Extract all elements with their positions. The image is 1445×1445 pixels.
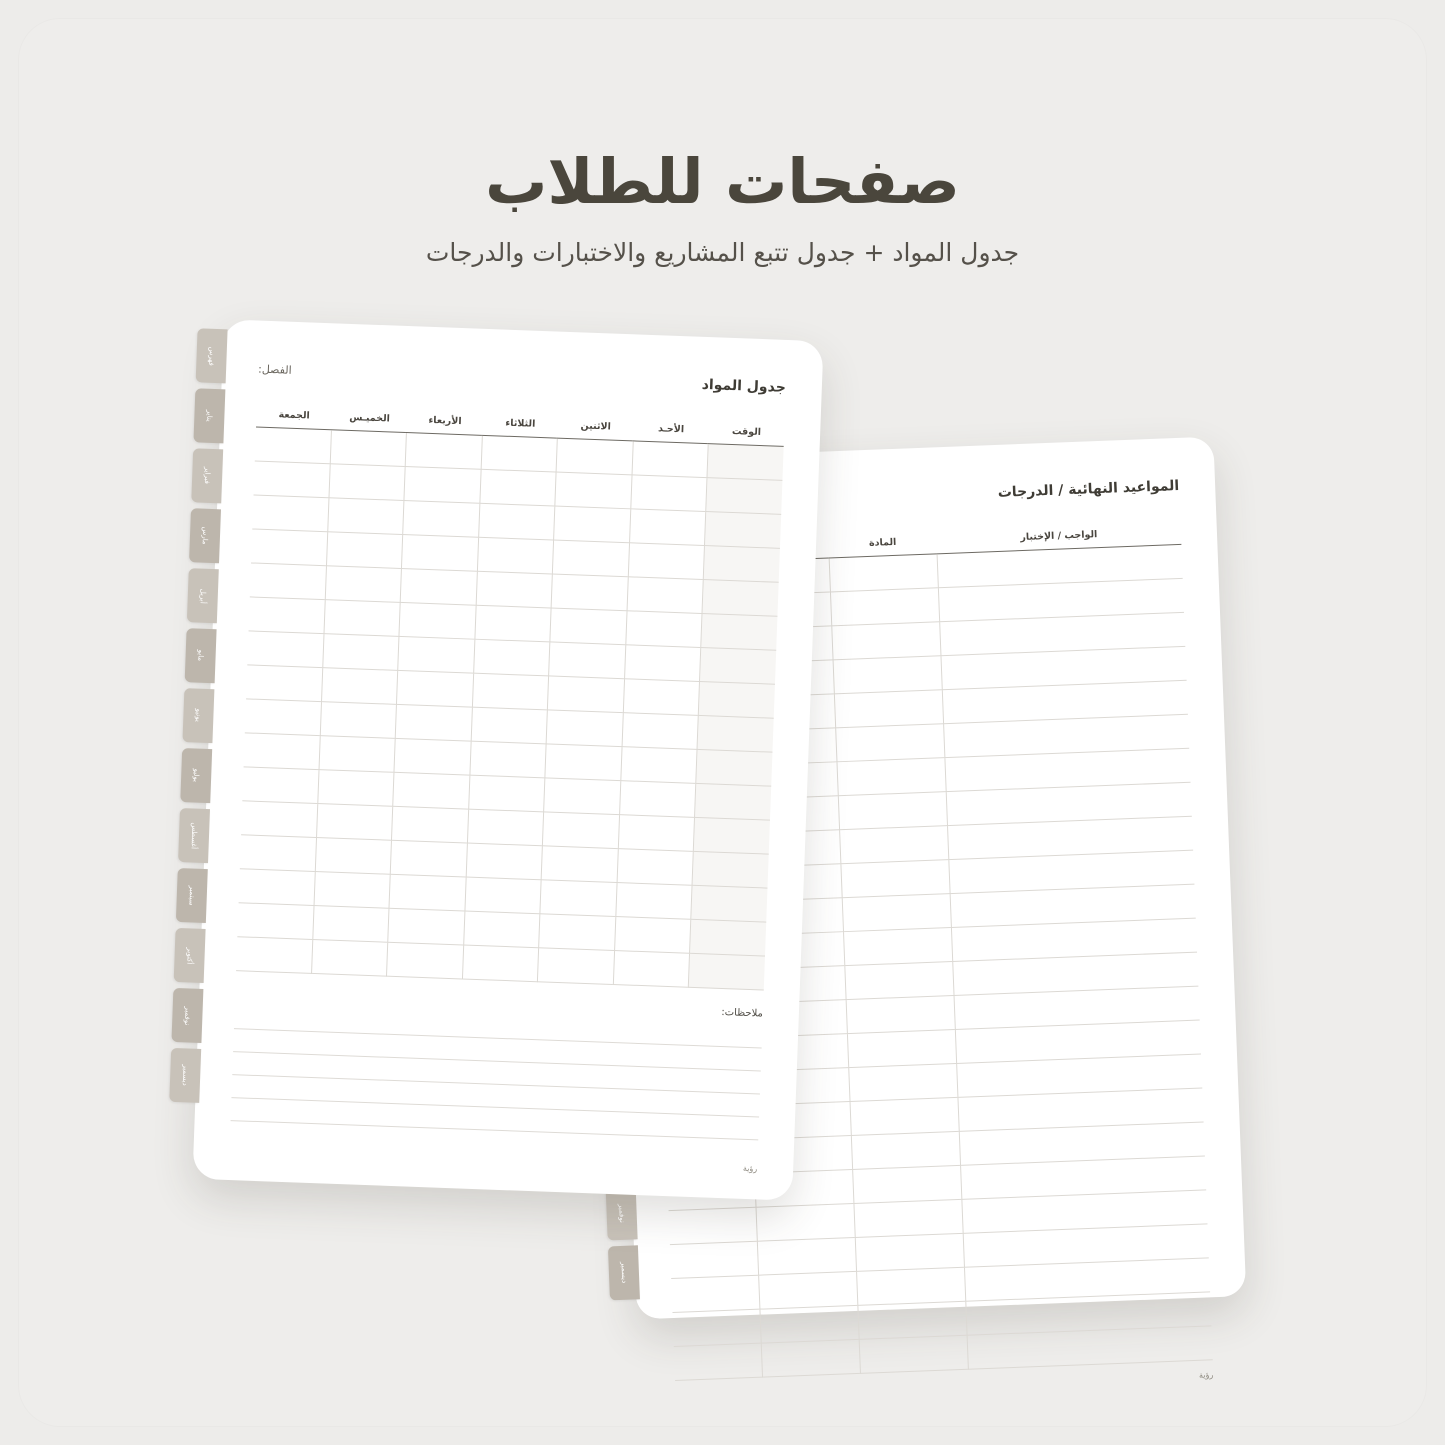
notes-label: ملاحظات: (721, 1006, 764, 1020)
schedule-cell[interactable] (246, 665, 323, 702)
schedule-cell[interactable] (398, 636, 475, 673)
schedule-cell[interactable] (466, 843, 543, 880)
schedule-cell[interactable] (321, 668, 398, 705)
tab-11[interactable]: نوفمبر (171, 988, 203, 1043)
schedule-cell[interactable] (693, 817, 770, 854)
schedule-cell[interactable] (394, 738, 471, 775)
schedule-cell[interactable] (630, 475, 707, 512)
grades-cell[interactable] (842, 894, 952, 932)
schedule-cell[interactable] (475, 605, 552, 642)
schedule-cell[interactable] (623, 679, 700, 716)
schedule-cell[interactable] (702, 580, 779, 617)
schedule-cell[interactable] (329, 464, 406, 501)
page-title: صفحات للطلاب (485, 145, 960, 218)
grades-cell[interactable] (829, 554, 939, 592)
schedule-cell[interactable] (312, 939, 389, 976)
schedule-cell[interactable] (692, 851, 769, 888)
schedule-cell[interactable] (328, 498, 405, 535)
schedule-cell[interactable] (541, 846, 618, 883)
schedule-cell[interactable] (476, 571, 553, 608)
schedule-cell[interactable] (480, 469, 557, 506)
poster-header (0, 145, 1445, 268)
schedule-page-header (258, 361, 786, 396)
schedule-cell[interactable] (316, 804, 393, 841)
schedule-cell[interactable] (472, 673, 549, 710)
tab-5[interactable]: مايو (185, 628, 217, 683)
schedule-cell[interactable] (550, 608, 627, 645)
schedule-page-brand: رؤية (742, 1163, 758, 1174)
schedule-col-header: الأحـد (633, 416, 709, 443)
grades-cell[interactable] (859, 1335, 969, 1373)
schedule-cell[interactable] (468, 775, 545, 812)
schedule-cell[interactable] (624, 645, 701, 682)
schedule-cell[interactable] (627, 577, 704, 614)
schedule-cell[interactable] (617, 849, 694, 886)
schedule-cell[interactable] (240, 835, 317, 872)
schedule-cell[interactable] (697, 715, 774, 752)
schedule-cell[interactable] (632, 441, 709, 478)
grades-cell[interactable] (856, 1267, 966, 1305)
schedule-cell[interactable] (700, 647, 777, 684)
schedule-cell[interactable] (696, 749, 773, 786)
schedule-cell[interactable] (396, 704, 473, 741)
schedule-cell[interactable] (554, 506, 631, 543)
schedule-cell[interactable] (538, 948, 615, 985)
schedule-cell[interactable] (543, 812, 620, 849)
schedule-cell[interactable] (707, 444, 784, 481)
schedule-cell[interactable] (549, 642, 626, 679)
schedule-cell[interactable] (478, 503, 555, 540)
grades-cell[interactable] (858, 1301, 968, 1339)
schedule-cell[interactable] (551, 574, 628, 611)
schedule-cell[interactable] (314, 872, 391, 909)
schedule-cell[interactable] (326, 532, 403, 569)
grades-cell[interactable] (854, 1199, 964, 1237)
schedule-cell[interactable] (546, 710, 623, 747)
grades-cell[interactable] (760, 1305, 859, 1343)
schedule-cell[interactable] (236, 937, 313, 974)
page-subtitle: جدول المواد + جدول تتبع المشاريع والاختبارات والدرجات (425, 238, 1020, 268)
schedule-cell[interactable] (387, 942, 464, 979)
grades-cell[interactable] (836, 724, 946, 762)
tab-1[interactable]: يناير (193, 388, 225, 443)
schedule-cell[interactable] (406, 433, 483, 470)
tab-10[interactable]: أكتوبر (174, 928, 206, 983)
schedule-cell[interactable] (241, 801, 318, 838)
tab-2[interactable]: فبراير (191, 448, 223, 503)
schedule-cell[interactable] (388, 908, 465, 945)
schedule-cell[interactable] (698, 681, 775, 718)
schedule-cell[interactable] (330, 430, 407, 467)
grades-cell[interactable] (851, 1131, 961, 1169)
schedule-cell[interactable] (318, 770, 395, 807)
schedule-cell[interactable] (625, 611, 702, 648)
tab-12[interactable]: ديسمبر (169, 1048, 201, 1103)
schedule-cell[interactable] (618, 815, 695, 852)
schedule-cell[interactable] (250, 563, 327, 600)
schedule-col-header: الجمعة (256, 403, 332, 430)
schedule-cell[interactable] (392, 806, 469, 843)
schedule-cell[interactable] (539, 914, 616, 951)
schedule-cell[interactable] (462, 945, 539, 982)
schedule-cell[interactable] (391, 840, 468, 877)
schedule-col-header: الخميـس (331, 405, 407, 432)
schedule-cell[interactable] (556, 438, 633, 475)
grades-cell[interactable] (853, 1165, 963, 1203)
schedule-cell[interactable] (695, 783, 772, 820)
grades-cell[interactable] (759, 1271, 858, 1309)
schedule-cell[interactable] (237, 903, 314, 940)
schedule-cell[interactable] (325, 566, 402, 603)
schedule-cell[interactable] (324, 600, 401, 637)
schedule-cell[interactable] (320, 702, 397, 739)
schedule-page (180, 319, 823, 1200)
grades-cell[interactable] (855, 1233, 965, 1271)
tab-8[interactable]: أغسطس (178, 808, 210, 863)
schedule-cell[interactable] (628, 543, 705, 580)
schedule-cell[interactable] (615, 883, 692, 920)
schedule-cell[interactable] (245, 699, 322, 736)
grades-col-header: المادة (828, 529, 937, 558)
schedule-cell[interactable] (688, 953, 765, 990)
schedule-cell[interactable] (613, 951, 690, 988)
schedule-term-field[interactable]: الفصل: (257, 362, 292, 377)
schedule-cell[interactable] (691, 885, 768, 922)
schedule-page-title: جدول المواد (701, 376, 787, 396)
schedule-cell[interactable] (464, 911, 541, 948)
schedule-cell[interactable] (481, 435, 558, 472)
grades-cell[interactable] (832, 622, 942, 660)
grades-cell[interactable] (841, 860, 951, 898)
schedule-cell[interactable] (473, 639, 550, 676)
grades-cell[interactable] (846, 995, 956, 1033)
grades-cell[interactable] (847, 1029, 957, 1067)
grades-cell[interactable] (757, 1237, 856, 1275)
schedule-cell[interactable] (620, 747, 697, 784)
grades-cell[interactable] (669, 1207, 758, 1244)
schedule-cell[interactable] (313, 905, 390, 942)
schedule-cell[interactable] (467, 809, 544, 846)
grades-cell[interactable] (830, 588, 940, 626)
schedule-cell[interactable] (477, 537, 554, 574)
schedule-cell[interactable] (614, 917, 691, 954)
schedule-cell[interactable] (401, 568, 478, 605)
schedule-cell[interactable] (402, 535, 479, 572)
grades-cell[interactable] (761, 1339, 860, 1377)
schedule-table-body (236, 427, 784, 990)
schedule-cell[interactable] (553, 540, 630, 577)
schedule-cell[interactable] (701, 614, 778, 651)
schedule-cell[interactable] (540, 880, 617, 917)
schedule-cell[interactable] (545, 744, 622, 781)
grades-cell[interactable] (839, 826, 949, 864)
schedule-cell[interactable] (323, 634, 400, 671)
grades-cell[interactable] (671, 1275, 760, 1312)
schedule-table (236, 403, 784, 991)
tab-3[interactable]: مارس (189, 508, 221, 563)
schedule-cell[interactable] (244, 733, 321, 770)
grades-cell[interactable] (837, 758, 947, 796)
schedule-cell[interactable] (548, 676, 625, 713)
schedule-cell[interactable] (555, 472, 632, 509)
grades-cell[interactable] (843, 928, 953, 966)
grades-page-brand: رؤية (1198, 1370, 1214, 1380)
grades-cell[interactable] (834, 690, 944, 728)
grades-cell[interactable] (849, 1063, 959, 1101)
schedule-cell[interactable] (399, 602, 476, 639)
schedule-cell[interactable] (319, 736, 396, 773)
schedule-cell[interactable] (544, 778, 621, 815)
tab-1[interactable]: ديسمبر (608, 1245, 640, 1300)
tab-0[interactable]: نوفمبر (606, 1185, 638, 1240)
grades-cell[interactable] (845, 961, 955, 999)
tab-0[interactable]: فهرس (196, 328, 228, 383)
schedule-cell[interactable] (619, 781, 696, 818)
notes-lines (231, 1006, 763, 1140)
schedule-col-header: الثلاثاء (482, 411, 558, 438)
schedule-cell[interactable] (239, 869, 316, 906)
schedule-cell[interactable] (705, 512, 782, 549)
grades-page-title: المواعيد النهائية / الدرجات (997, 477, 1180, 501)
schedule-cell[interactable] (249, 597, 326, 634)
schedule-cell[interactable] (404, 467, 481, 504)
tab-9[interactable]: سبتمبر (176, 868, 208, 923)
tab-6[interactable]: يونيو (182, 688, 214, 743)
schedule-cell[interactable] (315, 838, 392, 875)
grades-cell[interactable] (850, 1097, 960, 1135)
grades-col-header: الواجب / الإختبار (936, 520, 1181, 554)
schedule-cell[interactable] (706, 478, 783, 515)
tab-7[interactable]: يوليو (180, 748, 212, 803)
schedule-col-header: الوقت (708, 419, 784, 446)
tab-4[interactable]: أبريل (187, 568, 219, 623)
schedule-col-header: الأربعاء (407, 408, 483, 435)
schedule-cell[interactable] (252, 495, 329, 532)
schedule-cell[interactable] (242, 767, 319, 804)
grades-cell[interactable] (756, 1203, 855, 1241)
grades-cell[interactable] (674, 1343, 763, 1380)
grades-cell[interactable] (670, 1241, 759, 1278)
schedule-cell[interactable] (465, 877, 542, 914)
schedule-cell[interactable] (403, 501, 480, 538)
schedule-cell[interactable] (393, 772, 470, 809)
schedule-cell[interactable] (247, 631, 324, 668)
schedule-cell[interactable] (629, 509, 706, 546)
schedule-cell[interactable] (471, 707, 548, 744)
schedule-table-wrap (236, 403, 784, 991)
schedule-cell[interactable] (397, 670, 474, 707)
schedule-cell[interactable] (254, 461, 331, 498)
grades-cell[interactable] (838, 792, 948, 830)
schedule-cell[interactable] (703, 546, 780, 583)
schedule-cell[interactable] (690, 919, 767, 956)
schedule-cell[interactable] (470, 741, 547, 778)
schedule-cell[interactable] (622, 713, 699, 750)
grades-cell[interactable] (833, 656, 943, 694)
schedule-cell[interactable] (251, 529, 328, 566)
schedule-cell[interactable] (255, 427, 332, 464)
schedule-cell[interactable] (389, 874, 466, 911)
schedule-col-header: الاثنين (558, 414, 634, 441)
grades-cell[interactable] (672, 1309, 761, 1346)
